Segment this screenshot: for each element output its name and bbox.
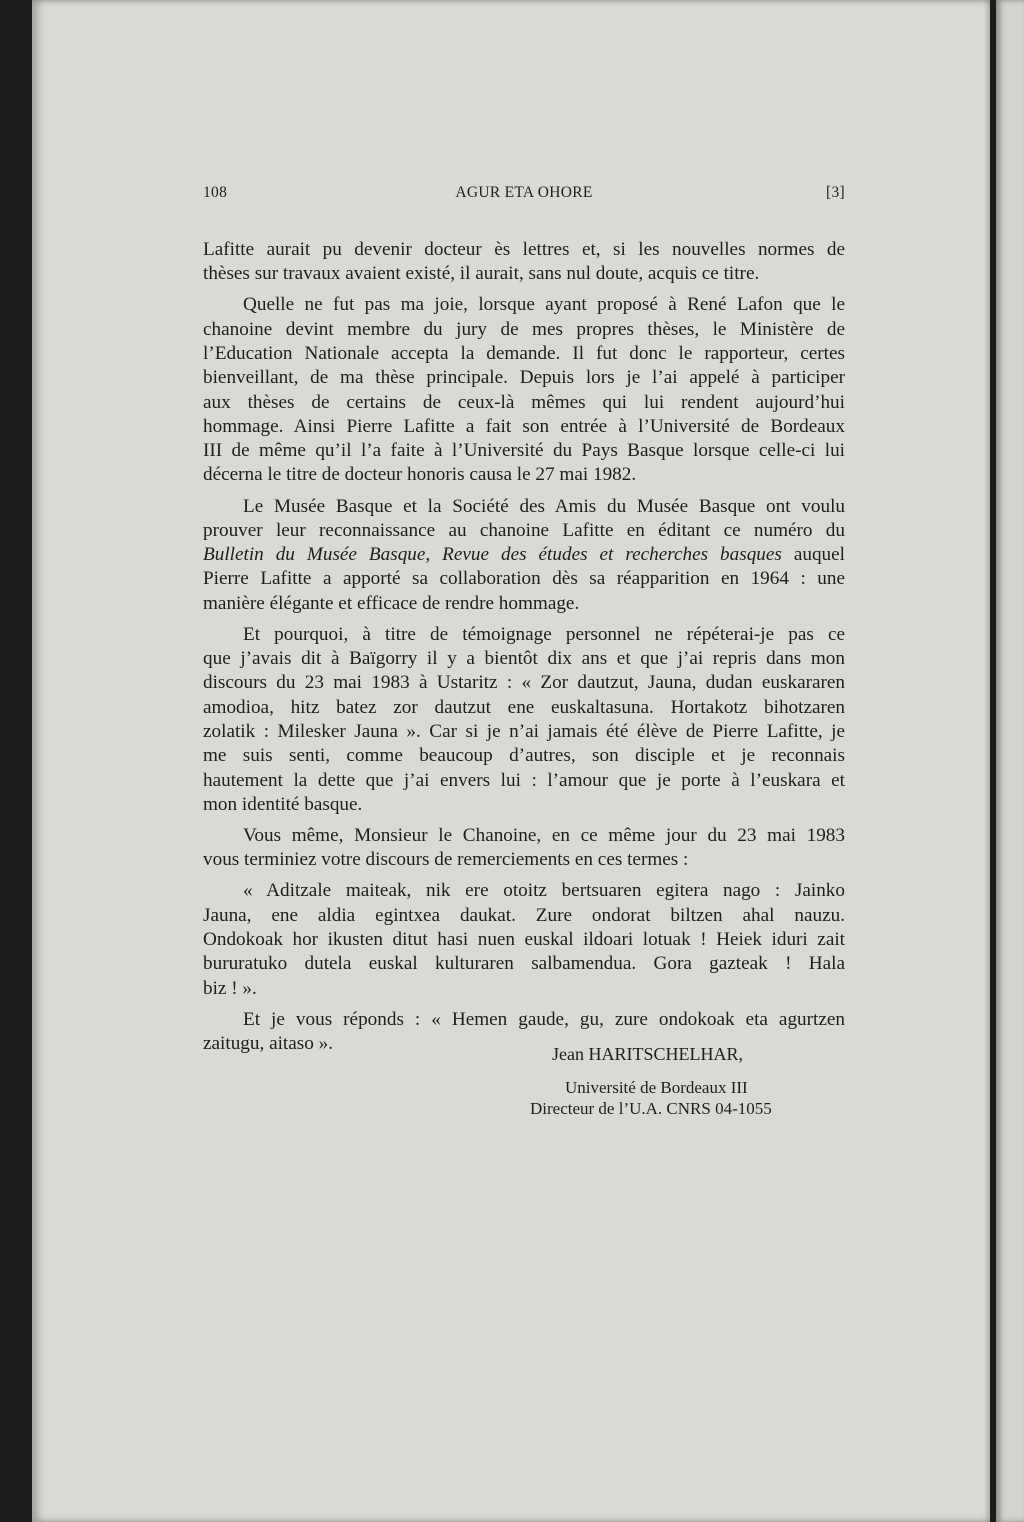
- signature-affiliation: Université de Bordeaux III: [565, 1078, 748, 1097]
- italic-title: Bulletin du Musée Basque, Revue des études et recherches basques: [203, 544, 782, 566]
- text-line: me suis senti, comme beaucoup d’autres, son disciple et je reconnais: [203, 745, 845, 767]
- text-line: Le Musée Basque et la Société des Amis du Musée Basque ont voulu: [243, 495, 845, 517]
- paragraph: [203, 824, 845, 873]
- text-line: III de même qu’il l’a faite à l’Université du Pays Basque lorsque celle-ci lui: [203, 440, 845, 462]
- paragraph: [203, 1008, 845, 1057]
- text-line: Ondokoak hor ikusten ditut hasi nuen euskal ildoari lotuak ! Heiek iduri zait: [203, 929, 845, 950]
- text-line: [203, 543, 845, 567]
- paragraph: [203, 238, 845, 287]
- text-line: l’Education Nationale accepta la demande. Il fut donc le rapporteur, certes: [203, 342, 845, 364]
- text-line: vous terminiez votre discours de remerciements en ces termes :: [203, 849, 689, 871]
- paragraph: [203, 623, 845, 817]
- text-line: décerna le titre de docteur honoris causa le 27 mai 1982.: [203, 464, 637, 486]
- text-line: zolatik : Milesker Jauna ». Car si je n’ai jamais été élève de Pierre Lafitte, je: [203, 721, 845, 743]
- text-line: hautement la dette que j’ai envers lui : l’amour que je porte à l’euskara et: [203, 769, 845, 791]
- text-line: Vous même, Monsieur le Chanoine, en ce même jour du 23 mai 1983: [243, 825, 845, 847]
- text-line: que j’avais dit à Baïgorry il y a bientôt dix ans et que j’ai repris dans mon: [203, 648, 845, 670]
- text-line: « Aditzale maiteak, nik ere otoitz bertsuaren egitera nago : Jainko: [243, 880, 845, 902]
- text-line: aux thèses de certains de ceux-là mêmes qui lui rendent aujourd’hui: [203, 391, 845, 413]
- text-span: auquel: [781, 544, 845, 566]
- signature-name: Jean HARITSCHELHAR,: [552, 1044, 743, 1064]
- text-line: Pierre Lafitte a apporté sa collaboration dès sa réapparition en 1964 : une: [203, 568, 845, 590]
- text-line: hommage. Ainsi Pierre Lafitte a fait son entrée à l’Université de Bordeaux: [203, 415, 845, 437]
- text-line: mon identité basque.: [203, 793, 363, 815]
- text-line: Quelle ne fut pas ma joie, lorsque ayant proposé à René Lafon que le: [243, 294, 845, 316]
- text-line: thèses sur travaux avaient existé, il aurait, sans nul doute, acquis ce titre.: [203, 263, 760, 285]
- text-line: bienveillant, de ma thèse principale. Depuis lors je l’ai appelé à participer: [203, 367, 845, 389]
- signature-title: Directeur de l’U.A. CNRS 04-1055: [530, 1099, 772, 1118]
- text-line: bururatuko dutela euskal kulturaren salbamendua. Gora gazteak ! Hala: [203, 953, 845, 975]
- running-title: AGUR ETA OHORE: [455, 184, 593, 201]
- text-line: amodioa, hitz batez zor dautzut ene euskaltasuna. Hortakotz bihotzaren: [203, 696, 845, 718]
- text-line: manière élégante et efficace de rendre hommage.: [203, 592, 580, 614]
- section-number: [3]: [826, 184, 845, 201]
- text-line: biz ! ».: [203, 977, 257, 999]
- paragraph: [203, 879, 845, 1000]
- adjacent-page-edge: [996, 0, 1024, 1522]
- text-line: Et je vous réponds : « Hemen gaude, gu, zure ondokoak eta agurtzen: [243, 1008, 845, 1030]
- text-line: prouver leur reconnaissance au chanoine Lafitte en éditant ce numéro du: [203, 519, 845, 541]
- text-line: Lafitte aurait pu devenir docteur ès lettres et, si les nouvelles normes de: [203, 239, 845, 260]
- page-number: 108: [203, 184, 228, 201]
- text-line: Et pourquoi, à titre de témoignage personnel ne répéterai-je pas ce: [243, 623, 845, 645]
- text-line: zaitugu, aitaso ».: [203, 1032, 334, 1054]
- text-line: chanoine devint membre du jury de mes propres thèses, le Ministère de: [203, 318, 845, 340]
- text-line: Jauna, ene aldia egintxea daukat. Zure ondorat biltzen ahal nauzu.: [203, 904, 845, 926]
- body-text: [203, 238, 845, 1063]
- paragraph: [203, 293, 845, 487]
- paragraph: [203, 495, 845, 616]
- text-line: discours du 23 mai 1983 à Ustaritz : « Zor dautzut, Jauna, dudan euskararen: [203, 672, 845, 694]
- running-header: [203, 184, 845, 208]
